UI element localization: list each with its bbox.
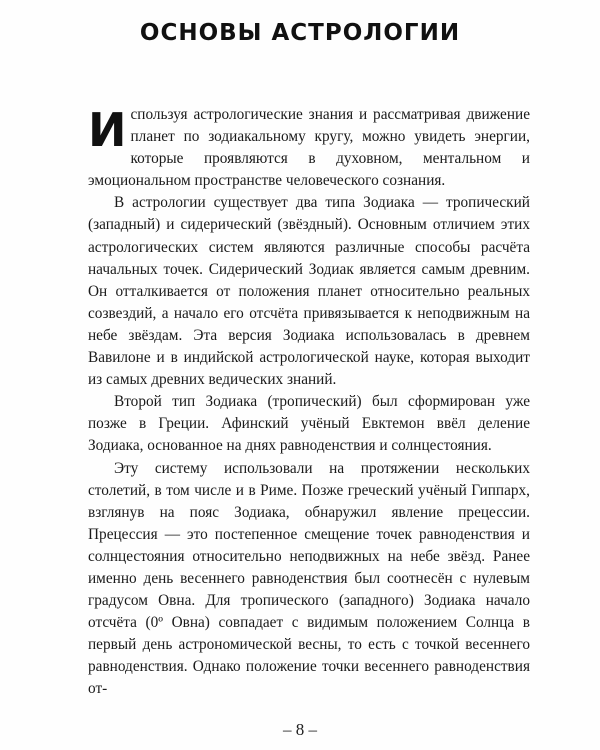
chapter-title: ОСНОВЫ АСТРОЛОГИИ <box>139 20 461 46</box>
paragraph-1 <box>88 104 530 192</box>
drop-cap: И <box>88 103 127 157</box>
paragraph-2: В астрологии существует два типа Зодиака — тропический (западный) и сидерический (звёздный). Основным отличием этих астрологических систем являются различные способы расчёта начальных точек. Сидерический Зодиак является самым древним. Он отталкивается от положения планет относительно реальных созвездий, а начало его отсчёта привязывается к неподвижным на небе звёздам. Эта версия Зодиака использовалась в древнем Вавилоне и в индийской астрологической науке, которая выходит из самых древних ведических знаний. <box>88 194 530 389</box>
page-number: – 8 – <box>283 720 317 739</box>
paragraph-1-text: спользуя астрологические знания и рассматривая движение планет по зодиакальному кругу, можно увидеть энергии, которые проявляются в духовном, ментальном и эмоциональном пространстве человеческого сознания. <box>88 106 530 190</box>
paragraph-3: Второй тип Зодиака (тропический) был сформирован уже позже в Греции. Афинский учёный Евктемон ввёл деление Зодиака, основанное на днях равноденствия и солнцестояния. <box>88 393 530 455</box>
body-text <box>88 104 530 701</box>
paragraph-4: Эту систему использовали на протяжении нескольких столетий, в том числе и в Риме. Позже греческий учёный Гиппарх, взглянув на пояс Зодиака, обнаружил явление прецессии. Прецессия — это постепенное смещение точек равноденствия и солнцестояния относительно неподвижных на небе звёзд. Ранее именно день весеннего равноденствия был соотнесён с нулевым градусом Овна. Для тропического (западного) Зодиака начало отсчёта (0º Овна) совпадает с видимым положением Солнца в первый день астрономической весны, то есть с точкой весеннего равноденствия. Однако положение точки весеннего равноденствия от- <box>88 459 530 698</box>
